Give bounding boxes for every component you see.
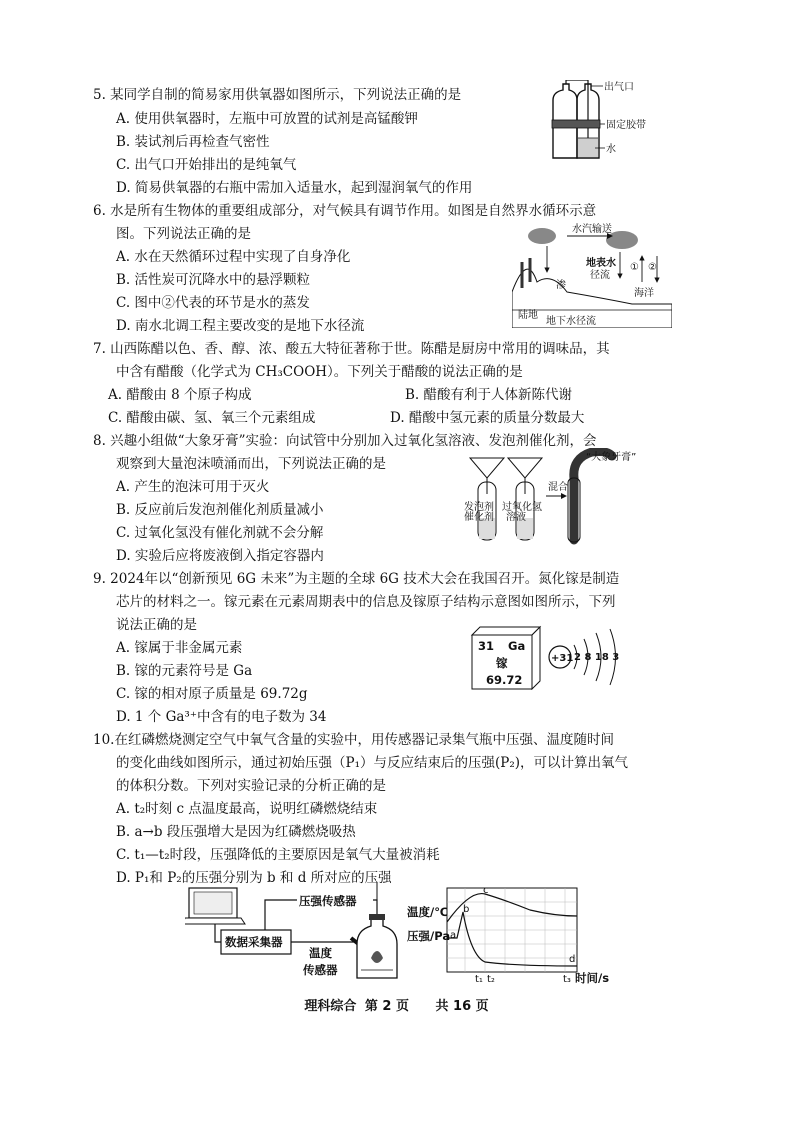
q6-option-a: A. 水在天然循环过程中实现了自身净化 <box>116 249 351 265</box>
q5-stem: 5. 某同学自制的简易家用供氧器如图所示，下列说法正确的是 <box>93 87 462 103</box>
q10-option-b: B. a→b 段压强增大是因为红磷燃烧吸热 <box>116 824 356 840</box>
q10-time-axis-label: 时间/s <box>575 971 610 984</box>
q10-option-a: A. t₂时刻 c 点温度最高，说明红磷燃烧结束 <box>116 801 378 817</box>
footer-subject: 理科综合 <box>304 999 357 1014</box>
q10-temp-sensor-label-2: 传感器 <box>303 963 338 977</box>
q6-option-b: B. 活性炭可沉降水中的悬浮颗粒 <box>116 272 311 288</box>
q10-point-a: a <box>450 930 457 941</box>
q5-option-d: D. 简易供氧器的右瓶中需加入适量水，起到湿润氧气的作用 <box>116 180 473 196</box>
q5-option-b: B. 装试剂后再检查气密性 <box>116 134 270 150</box>
q10-option-d: D. P₁和 P₂的压强分别为 b 和 d 所对应的压强 <box>116 870 392 886</box>
q8-option-b: B. 反应前后发泡剂催化剂质量减小 <box>116 502 324 518</box>
q8-mix-label: 混合 <box>548 482 568 493</box>
q8-option-a: A. 产生的泡沫可用于灭火 <box>116 479 270 495</box>
q10-stem-line1: 10.在红磷燃烧测定空气中氧气含量的实验中，用传感器记录集气瓶中压强、温度随时间 <box>93 732 614 748</box>
q6-circle1-label: ① <box>630 262 639 273</box>
q5-outlet-label: 出气口 <box>604 82 634 93</box>
q9-shells-label: 2 8 18 3 <box>574 652 620 663</box>
q9-stem-line2: 芯片的材料之一。镓元素在元素周期表中的信息及镓原子结构示意图如图所示，下列 <box>116 594 616 610</box>
q7-stem-line1: 7. 山西陈醋以色、香、醇、浓、酸五大特征著称于世。陈醋是厨房中常用的调味品，其 <box>93 341 610 357</box>
q8-stem-line2: 观察到大量泡沫喷涌而出，下列说法正确的是 <box>116 456 386 472</box>
q7-option-c: C. 醋酸由碳、氢、氧三个元素组成 <box>108 410 316 426</box>
q10-point-d: d <box>569 954 576 965</box>
q8-toothpaste-label: “大象牙膏” <box>586 452 637 463</box>
q8-option-c: C. 过氧化氢没有催化剂就不会分解 <box>116 525 324 541</box>
q6-stem-line1: 6. 水是所有生物体的重要组成部分，对气候具有调节作用。如图是自然界水循环示意 <box>93 203 597 219</box>
q6-vapor-label: 水汽输送 <box>572 224 612 235</box>
q5-option-c: C. 出气口开始排出的是纯氧气 <box>116 157 297 173</box>
q6-stem-line2: 图。下列说法正确的是 <box>116 226 251 242</box>
q9-stem-line1: 9. 2024年以“创新预见 6G 未来”为主题的全球 6G 技术大会在我国召开。氮化镓是制造 <box>93 571 620 587</box>
q8-right-label-2: 溶液 <box>506 512 526 523</box>
q5-tape-label: 固定胶带 <box>606 120 646 131</box>
q9-option-c: C. 镓的相对原子质量是 69.72g <box>116 686 308 702</box>
q8-option-d: D. 实验后应将废液倒入指定容器内 <box>116 548 324 564</box>
q9-element-name: 镓 <box>496 656 508 670</box>
q10-t3-label: t₃ <box>563 974 571 984</box>
q8-right-label-1: 过氧化氢 <box>502 502 542 513</box>
q10-pressure-sensor-label: 压强传感器 <box>299 894 357 908</box>
q7-option-a: A. 醋酸由 8 个原子构成 <box>108 387 252 403</box>
q5-water-label: 水 <box>606 144 616 155</box>
q10-pressure-axis-label: 压强/Pa <box>407 929 451 943</box>
q9-option-d: D. 1 个 Ga³⁺中含有的电子数为 34 <box>116 709 327 725</box>
footer-page: 第 2 页 <box>364 999 409 1014</box>
q6-ground-label: 地下水径流 <box>546 316 596 327</box>
q6-land-label: 陆地 <box>518 310 538 321</box>
q5-oxygen-device-figure <box>545 80 665 165</box>
q10-temp-axis-label: 温度/℃ <box>407 905 449 919</box>
q9-option-b: B. 镓的元素符号是 Ga <box>116 663 253 679</box>
q6-option-d: D. 南水北调工程主要改变的是地下水径流 <box>116 318 365 334</box>
q10-apparatus-figure <box>185 882 625 984</box>
footer-total: 共 16 页 <box>435 999 489 1014</box>
q6-seep-label: 渗 <box>556 280 566 291</box>
q9-element-symbol: Ga <box>508 639 526 653</box>
q6-surface-label-1: 地表水 <box>586 258 616 269</box>
page-footer <box>0 995 793 1014</box>
q9-option-a: A. 镓属于非金属元素 <box>116 640 243 656</box>
q10-stem-line3: 的体积分数。下列对实验记录的分析正确的是 <box>116 778 386 794</box>
q8-left-label-1: 发泡剂 <box>464 502 494 513</box>
q10-collector-label: 数据采集器 <box>225 935 283 949</box>
q8-left-label-2: 催化剂 <box>464 512 494 523</box>
q9-gallium-figure <box>470 625 640 690</box>
q8-stem-line1: 8. 兴趣小组做“大象牙膏”实验：向试管中分别加入过氧化氢溶液、发泡剂催化剂，会 <box>93 433 597 449</box>
q9-nucleus-label: +31 <box>551 653 574 664</box>
q10-t2-label: t₂ <box>487 974 495 984</box>
q9-atomic-mass: 69.72 <box>486 673 523 687</box>
q7-option-d: D. 醋酸中氢元素的质量分数最大 <box>390 410 585 426</box>
q9-stem-line3: 说法正确的是 <box>116 617 197 633</box>
q8-elephant-toothpaste-figure <box>462 448 637 548</box>
q10-point-c: c <box>483 885 489 896</box>
q10-temp-sensor-label-1: 温度 <box>309 946 332 960</box>
q7-stem-line2: 中含有醋酸（化学式为 CH₃COOH）。下列关于醋酸的说法正确的是 <box>116 364 523 380</box>
q6-circle2-label: ② <box>648 262 657 273</box>
q9-atomic-number: 31 <box>478 639 495 653</box>
q7-option-b: B. 醋酸有利于人体新陈代谢 <box>405 387 573 403</box>
q10-t1-label: t₁ <box>475 974 483 984</box>
q10-point-b: b <box>463 904 470 915</box>
q10-option-c: C. t₁—t₂时段，压强降低的主要原因是氧气大量被消耗 <box>116 847 440 863</box>
q6-ocean-label: 海洋 <box>634 288 654 299</box>
q5-option-a: A. 使用供氧器时，左瓶中可放置的试剂是高锰酸钾 <box>116 111 418 127</box>
q6-surface-label-2: 径流 <box>590 270 610 281</box>
q6-water-cycle-figure <box>512 222 672 328</box>
q6-option-c: C. 图中②代表的环节是水的蒸发 <box>116 295 310 311</box>
q10-stem-line2: 的变化曲线如图所示，通过初始压强（P₁）与反应结束后的压强(P₂)，可以计算出氧气 <box>116 755 629 771</box>
